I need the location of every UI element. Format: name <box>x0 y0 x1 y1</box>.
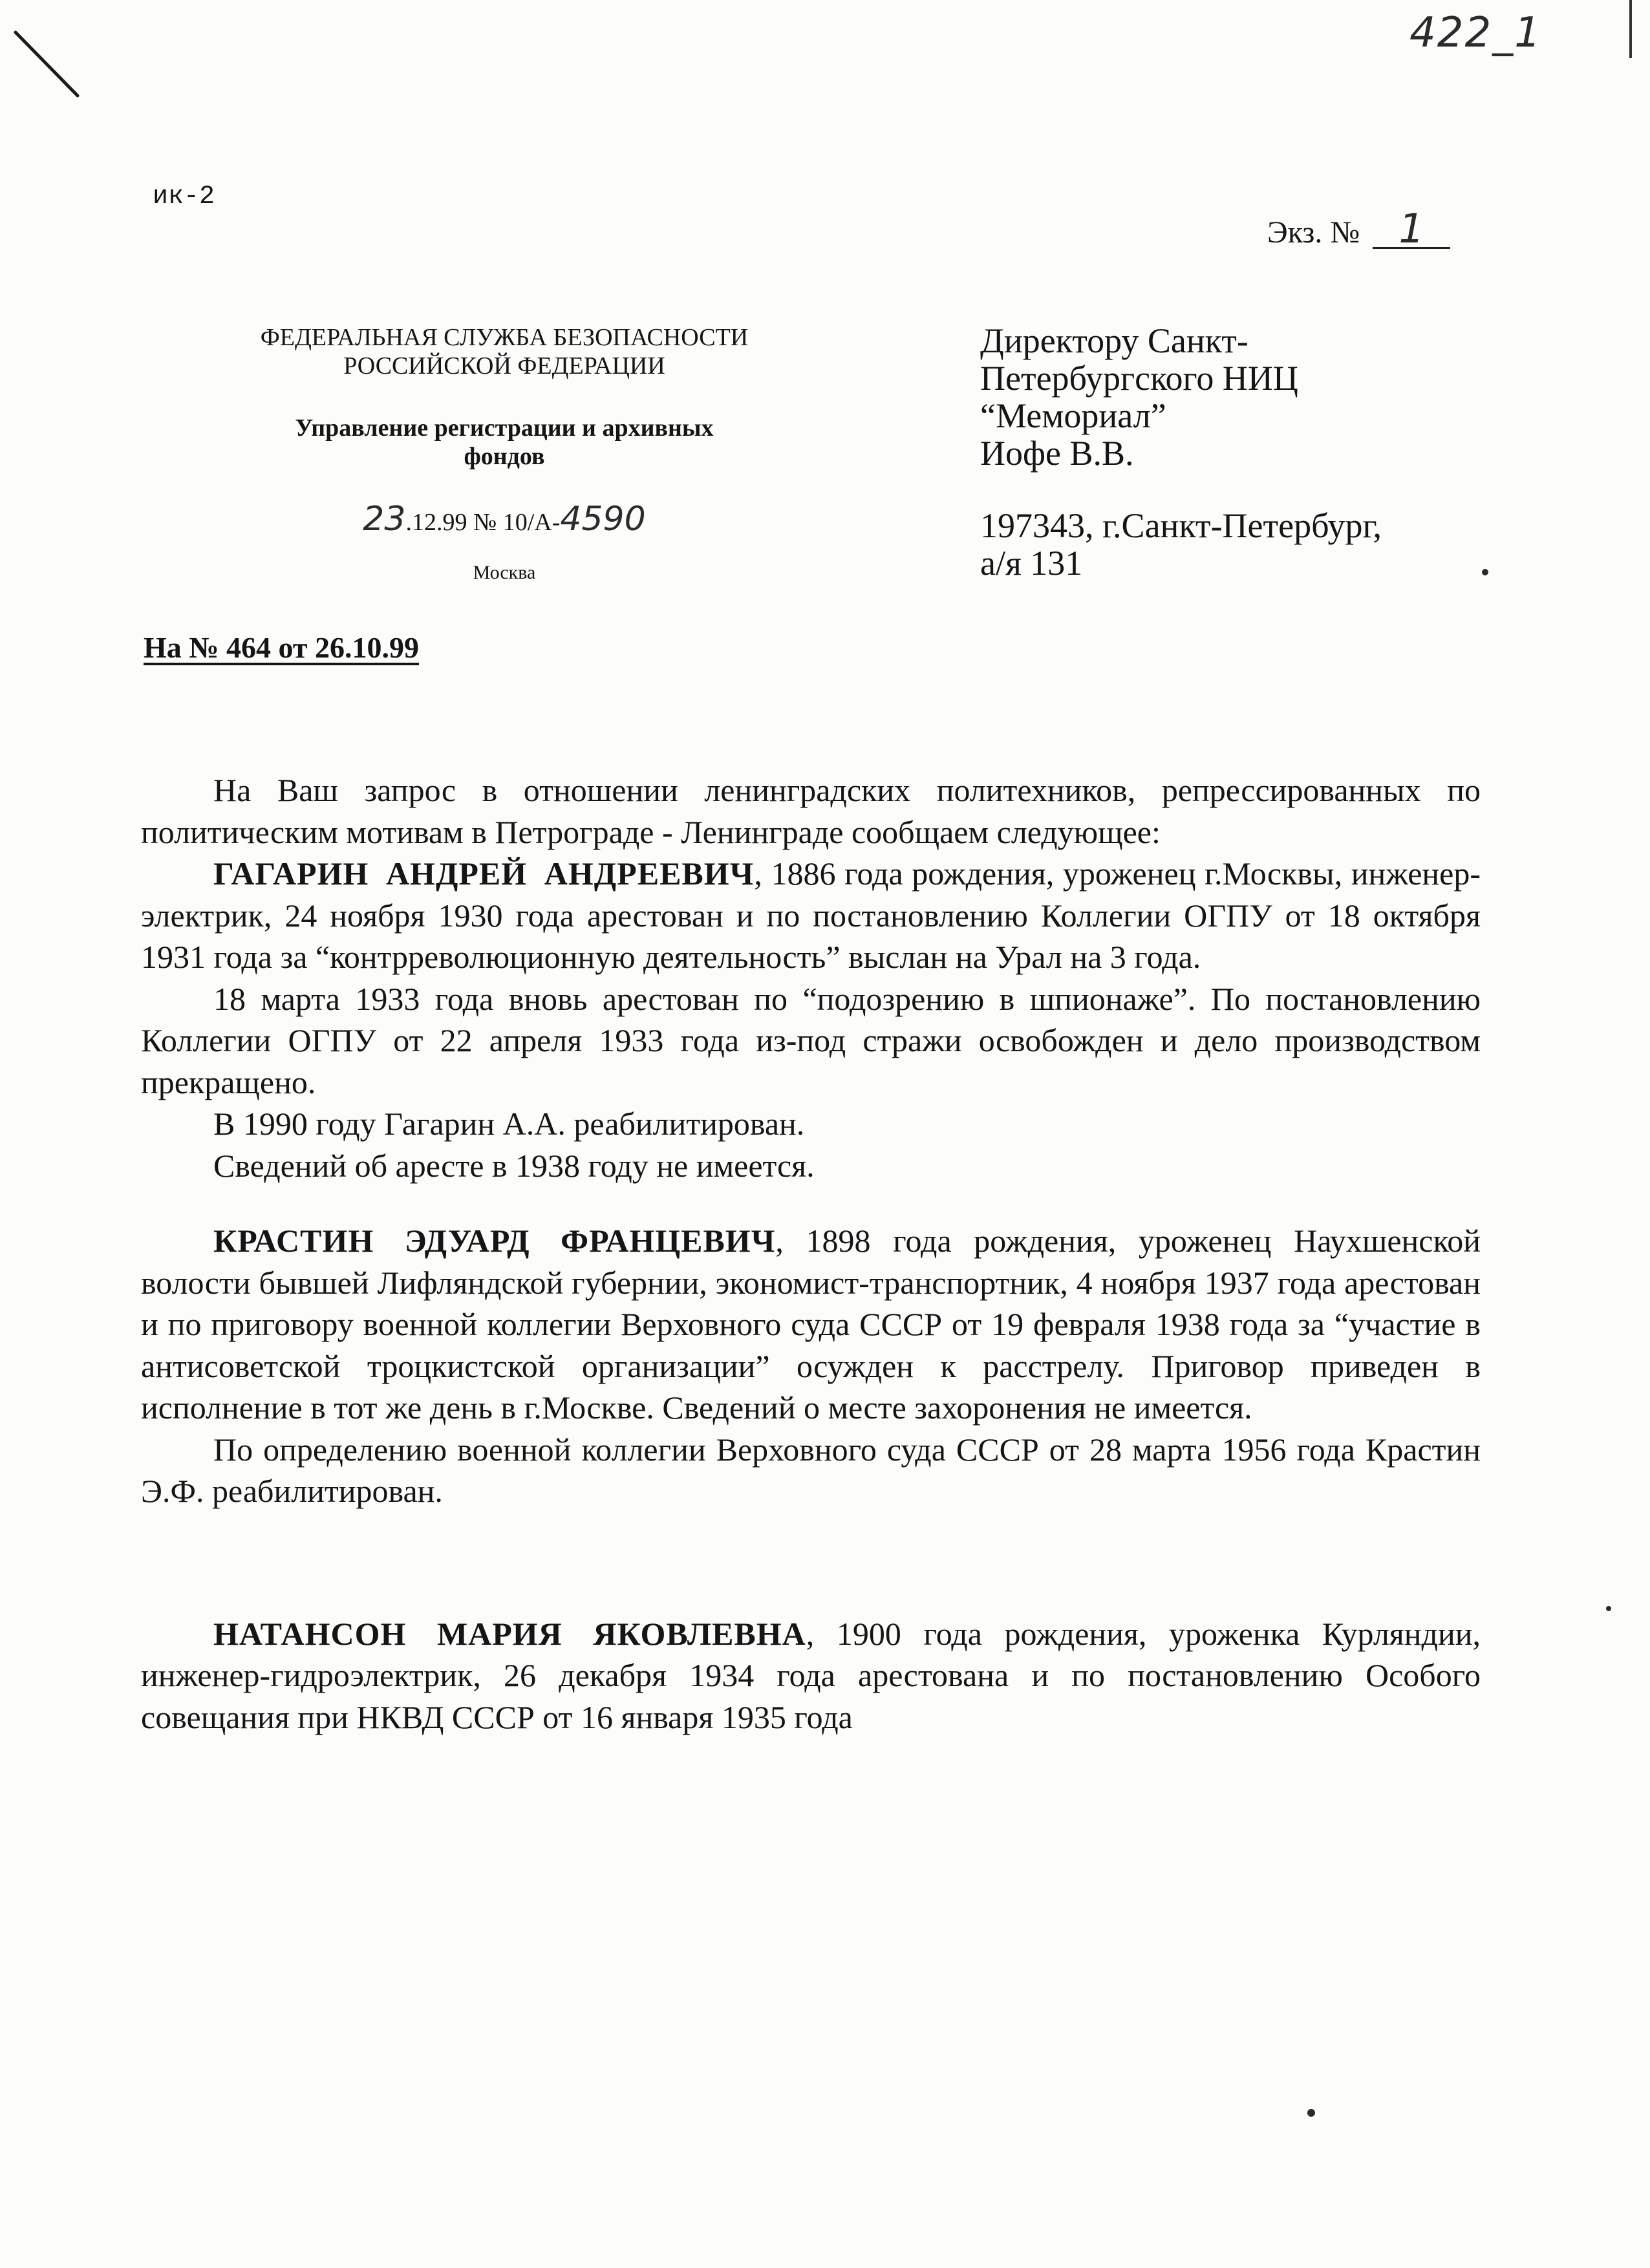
issuing-city: Москва <box>473 562 536 583</box>
registration-day: 23 <box>363 500 406 539</box>
department-name-line: Управление регистрации и архивных <box>295 414 714 442</box>
paragraph-krastin-rehabilitation: По определению военной коллегии Верховного суда СССР от 28 марта 1956 года Крастин Э.Ф. реабилитирован. <box>141 1431 1481 1509</box>
registration-date: .12.99 № 10/А- <box>405 509 561 536</box>
agency-name <box>194 323 815 380</box>
intro-paragraph: На Ваш запрос в отношении ленинградских политехников, репрессированных по политическим мотивам в Петрограде - Ленинграде сообщаем следующее: <box>141 772 1481 850</box>
addressee-line: “Мемориал” <box>980 396 1166 435</box>
copy-number-label: Экз. № <box>1267 215 1360 250</box>
registration-line <box>194 500 815 539</box>
agency-name-line: РОССИЙСКОЙ ФЕДЕРАЦИИ <box>343 352 665 380</box>
scan-corner-mark <box>10 28 81 100</box>
addressee-block <box>980 322 1536 582</box>
sender-block <box>194 323 815 584</box>
letter-body <box>141 769 1481 1738</box>
paragraph-gagarin-rehabilitation: В 1990 году Гагарин А.А. реабилитирован. <box>213 1106 805 1142</box>
addressee-line: Иофе В.В. <box>980 434 1134 473</box>
person-paragraph-krastin <box>141 1220 1481 1429</box>
person-details: , 1898 года рождения, уроженец Наухшенской волости бывшей Лифляндской губернии, экономист-транспортник, 4 ноября 1937 года арестован и по приговору военной коллегии Верховного суда СССР от 19 февраля 1938 года за “участие в антисоветской троцкистской организации” осужден к расстрелу. Приговор приведен в исполнение в тот же день в г.Москве. Сведений о месте захоронения не имеется. <box>141 1223 1481 1426</box>
postal-address <box>980 507 1536 582</box>
scan-speck <box>1606 1606 1611 1611</box>
department-name-line: фондов <box>464 443 545 470</box>
agency-name-line: ФЕДЕРАЛЬНАЯ СЛУЖБА БЕЗОПАСНОСТИ <box>260 324 749 351</box>
addressee-line: Петербургского НИЦ <box>980 359 1298 398</box>
person-name: НАТАНСОН МАРИЯ ЯКОВЛЕВНА <box>213 1615 806 1652</box>
department-name <box>194 414 815 471</box>
reply-reference: На № 464 от 26.10.99 <box>144 631 419 664</box>
addressee-line: Директору Санкт- <box>980 321 1248 360</box>
person-details: , 1900 года рождения, уроженка Курляндии, инженер-гидроэлектрик, 26 декабря 1934 года арестована и по постановлению Особого совещания при НКВД СССР от 16 января 1935 года <box>141 1615 1481 1735</box>
person-paragraph-gagarin <box>141 853 1481 978</box>
archive-file-number: 422_1 <box>1409 9 1542 57</box>
scan-speck <box>1307 2109 1315 2117</box>
copy-number-value: 1 <box>1373 211 1450 249</box>
paragraph-gagarin-rearrest: 18 марта 1933 года вновь арестован по “подозрению в шпионаже”. По постановлению Коллегии ОГПУ от 22 апреля 1933 года из-под стражи освобожден и дело производством прекращено. <box>141 980 1481 1100</box>
paragraph-gagarin-note: Сведений об аресте в 1938 году не имеется. <box>213 1147 815 1184</box>
copy-number <box>1267 205 1450 252</box>
person-paragraph-natanson <box>141 1613 1481 1738</box>
person-name: КРАСТИН ЭДУАРД ФРАНЦЕВИЧ <box>213 1223 776 1259</box>
registration-number: 4590 <box>560 500 646 539</box>
scan-edge-mark <box>1629 0 1632 58</box>
postal-address-line: а/я 131 <box>980 544 1083 583</box>
form-code: ик-2 <box>153 182 215 211</box>
postal-address-line: 197343, г.Санкт-Петербург, <box>980 506 1382 545</box>
person-name: ГАГАРИН АНДРЕЙ АНДРЕЕВИЧ <box>213 855 755 892</box>
person-details: , 1886 года рождения, уроженец г.Москвы, инженер-электрик, 24 ноября 1930 года арестован и по постановлению Коллегии ОГПУ от 18 октября 1931 года за “контрреволюционную деятельность” выслан на Урал на 3 года. <box>141 855 1481 975</box>
